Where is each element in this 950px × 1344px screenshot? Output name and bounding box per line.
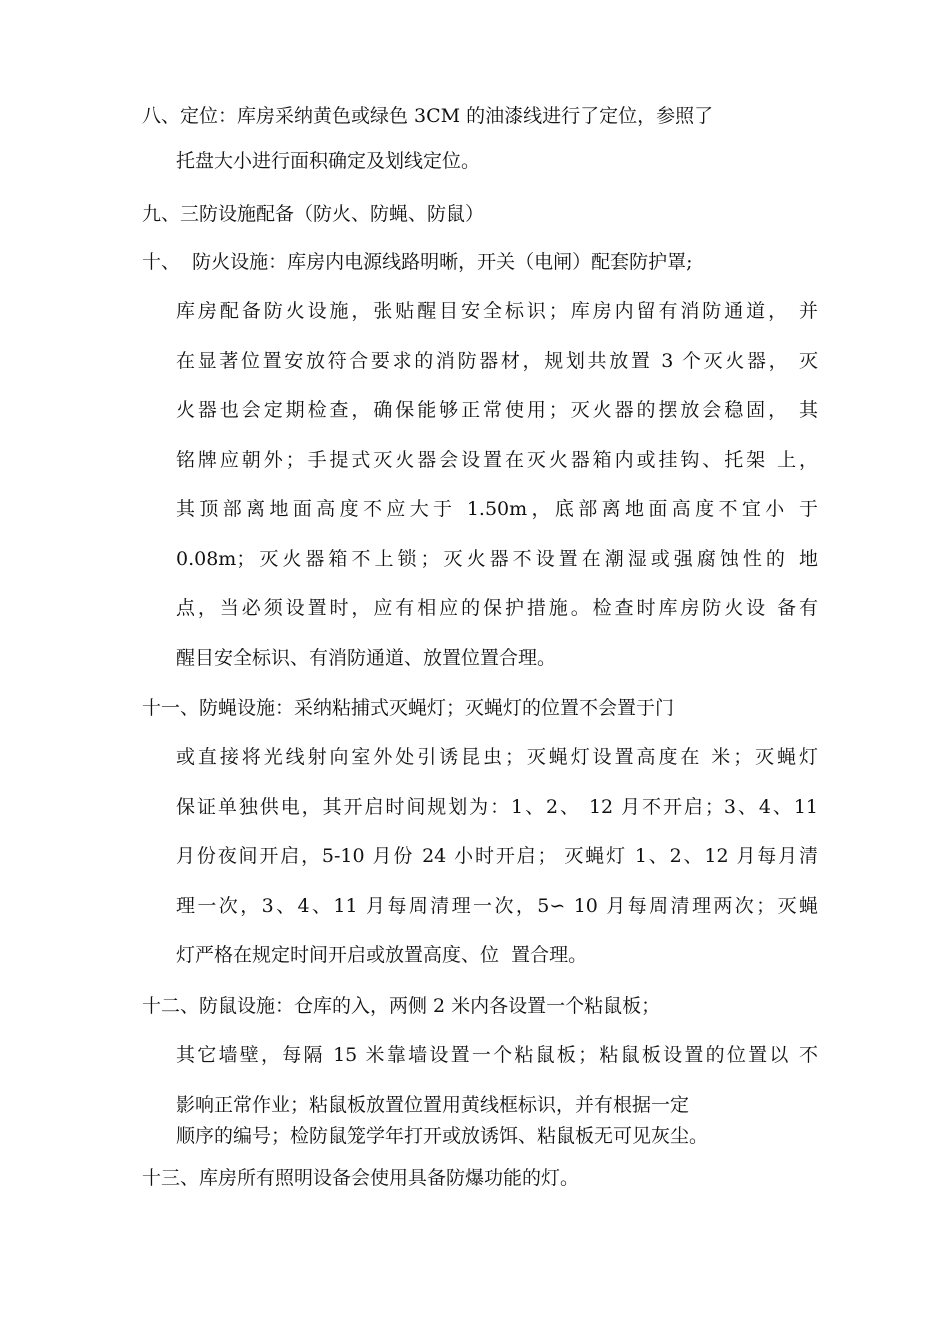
section-8-line-1: 八、定位：库房采纳黄色或绿色 3CM 的油漆线进行了定位，参照了 xyxy=(142,105,714,127)
section-12-line-1: 十二、防鼠设施：仓库的入，两侧 2 米内各设置一个粘鼠板； xyxy=(142,995,661,1017)
section-10-line-1: 十、 防火设施：库房内电源线路明晰，开关（电闸）配套防护罩; xyxy=(142,251,693,273)
section-11-line-4: 月份夜间开启，5-10 月份 24 小时开启； 灭蝇灯 1、2、12 月每月清 xyxy=(176,845,818,867)
section-12-line-4: 顺序的编号；检防鼠笼学年打开或放诱饵、粘鼠板无可见灰尘。 xyxy=(176,1125,709,1147)
section-10-line-4: 火器也会定期检查，确保能够正常使用；灭火器的摆放会稳固， 其 xyxy=(176,399,818,421)
section-8-line-2: 托盘大小进行面积确定及划线定位。 xyxy=(176,150,481,172)
section-10-line-2: 库房配备防火设施，张贴醒目安全标识；库房内留有消防通道， 并 xyxy=(176,300,818,322)
section-11-line-5: 理一次，3、4、11 月每周清理一次，5∽ 10 月每周清理两次；灭蝇 xyxy=(176,895,818,917)
section-12-line-2: 其它墙壁，每隔 15 米靠墙设置一个粘鼠板；粘鼠板设置的位置以 不 xyxy=(176,1044,818,1066)
section-10-line-3: 在显著位置安放符合要求的消防器材，规划共放置 3 个灭火器， 灭 xyxy=(176,350,818,372)
section-12-line-3: 影响正常作业；粘鼠板放置位置用黄线框标识，并有根据一定 xyxy=(176,1094,690,1116)
section-10-line-7: 0.08m；灭火器箱不上锁；灭火器不设置在潮湿或强腐蚀性的 地 xyxy=(176,548,818,570)
section-11-line-2: 或直接将光线射向室外处引诱昆虫；灭蝇灯设置高度在 米；灭蝇灯 xyxy=(176,746,818,768)
section-11-line-1: 十一、防蝇设施：采纳粘捕式灭蝇灯；灭蝇灯的位置不会置于门 xyxy=(142,697,675,719)
section-10-line-5: 铭牌应朝外；手提式灭火器会设置在灭火器箱内或挂钩、托架 上， xyxy=(176,449,818,471)
section-10-line-6: 其顶部离地面高度不应大于 1.50m，底部离地面高度不宜小 于 xyxy=(176,498,818,520)
section-9-heading: 九、三防设施配备（防火、防蝇、防鼠） xyxy=(142,203,485,225)
section-11-line-3: 保证单独供电，其开启时间规划为：1、2、 12 月不开启；3、4、11 xyxy=(176,796,818,818)
section-10-line-8: 点，当必须设置时，应有相应的保护措施。检查时库房防火设 备有 xyxy=(176,597,818,619)
section-11-line-6: 灯严格在规定时间开启或放置高度、位 置合理。 xyxy=(176,944,588,966)
section-10-line-9: 醒目安全标识、有消防通道、放置位置合理。 xyxy=(176,647,557,669)
section-13-line: 十三、库房所有照明设备会使用具备防爆功能的灯。 xyxy=(142,1167,580,1189)
